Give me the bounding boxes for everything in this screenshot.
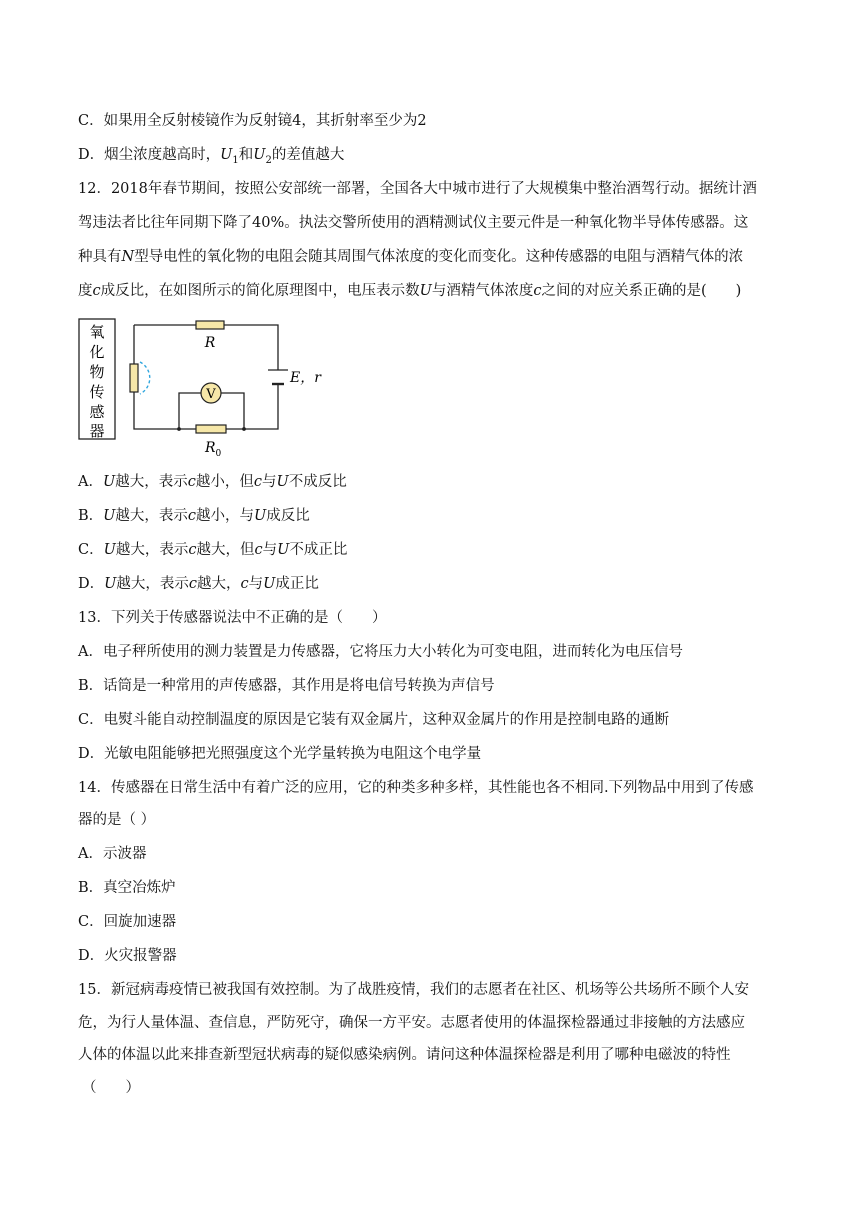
sensor-resistor (130, 364, 138, 392)
voltmeter-label: V (206, 387, 216, 402)
resistor-r-label: R (204, 335, 216, 351)
q12-option-b: B．U越大，表示c越小，与U成反比 (78, 508, 310, 524)
sensor-label-char: 器 (89, 422, 105, 440)
q14-option-c: C．回旋加速器 (78, 914, 177, 930)
junction-dot (242, 427, 246, 431)
q12-line-2: 驾违法者比往年同期下降了40%。执法交警所使用的酒精测试仪主要元件是一种氧化物半导体传感器。这 (78, 215, 749, 231)
q13-option-a: A．电子秤所使用的测力装置是力传感器，它将压力大小转化为可变电阻，进而转化为电压信号 (78, 644, 683, 660)
sensor-label-char: 氧 (89, 323, 105, 341)
sensor-label-char: 化 (89, 343, 105, 361)
wire (179, 393, 201, 429)
q12-line-4: 度c成反比，在如图所示的简化原理图中，电压表示数U与酒精气体浓度c之间的对应关系正确的是( ) (78, 283, 742, 299)
junction-dot (177, 427, 181, 431)
wire (226, 384, 278, 429)
q14-option-d: D．火灾报警器 (78, 948, 177, 964)
q15-line-2: 危，为行人量体温、查信息，严防死守，确保一方平安。志愿者使用的体温探检器通过非接触的方法感应 (78, 1015, 745, 1031)
q12-option-d: D．U越大，表示c越大，c与U成正比 (78, 576, 319, 592)
gas-detection-arc (140, 362, 150, 394)
q12-option-c: C．U越大，表示c越大，但c与U不成正比 (78, 542, 348, 558)
q13-option-c: C．电熨斗能自动控制温度的原因是它装有双金属片，这种双金属片的作用是控制电路的通断 (78, 712, 670, 728)
q12-line-3: 种具有N型导电性的氧化物的电阻会随其周围气体浓度的变化而变化。这种传感器的电阻与酒精气体的浓 (78, 249, 744, 265)
wire (221, 393, 244, 429)
sensor-label-char: 感 (89, 403, 105, 421)
wire (134, 392, 196, 429)
q11-option-c: C．如果用全反射棱镜作为反射镜4，其折射率至少为2 (78, 113, 427, 129)
q15-line-4: （ ） (82, 1080, 140, 1096)
wire (224, 325, 278, 370)
q15-line-3: 人体的体温以此来排查新型冠状病毒的疑似感染病例。请问这种体温探检器是利用了哪种电磁波的特性 (78, 1047, 731, 1063)
battery-label: E，r (290, 370, 321, 386)
sensor-label-char: 传 (89, 383, 105, 401)
sensor-label-char: 物 (89, 363, 105, 381)
q12-option-a: A．U越大，表示c越小，但c与U不成反比 (78, 474, 347, 490)
q13-stem: 13．下列关于传感器说法中不正确的是（ ） (78, 610, 387, 626)
resistor-r0 (196, 425, 226, 433)
resistor-r0-label: $R_0$ (205, 440, 222, 459)
q13-option-b: B．话筒是一种常用的声传感器，其作用是将电信号转换为声信号 (78, 678, 495, 694)
q14-line-1: 14．传感器在日常生活中有着广泛的应用，它的种类多种多样，其性能也各不相同.下列物品中用到了传感 (78, 780, 754, 796)
circuit-diagram (78, 312, 348, 462)
resistor-r (196, 321, 224, 329)
q13-option-d: D．光敏电阻能够把光照强度这个光学量转换为电阻这个电学量 (78, 746, 482, 762)
q12-line-1: 12．2018年春节期间，按照公安部统一部署，全国各大中城市进行了大规模集中整治酒驾行动。据统计酒 (78, 181, 757, 197)
q11-option-d: D．烟尘浓度越高时，$U_1$和$U_2$的差值越大 (78, 147, 345, 166)
q15-line-1: 15．新冠病毒疫情已被我国有效控制。为了战胜疫情，我们的志愿者在社区、机场等公共场所不顾个人安 (78, 982, 749, 998)
q14-option-b: B．真空冶炼炉 (78, 880, 176, 896)
q14-line-2: 器的是（ ） (78, 812, 156, 828)
q14-option-a: A．示波器 (78, 846, 147, 862)
